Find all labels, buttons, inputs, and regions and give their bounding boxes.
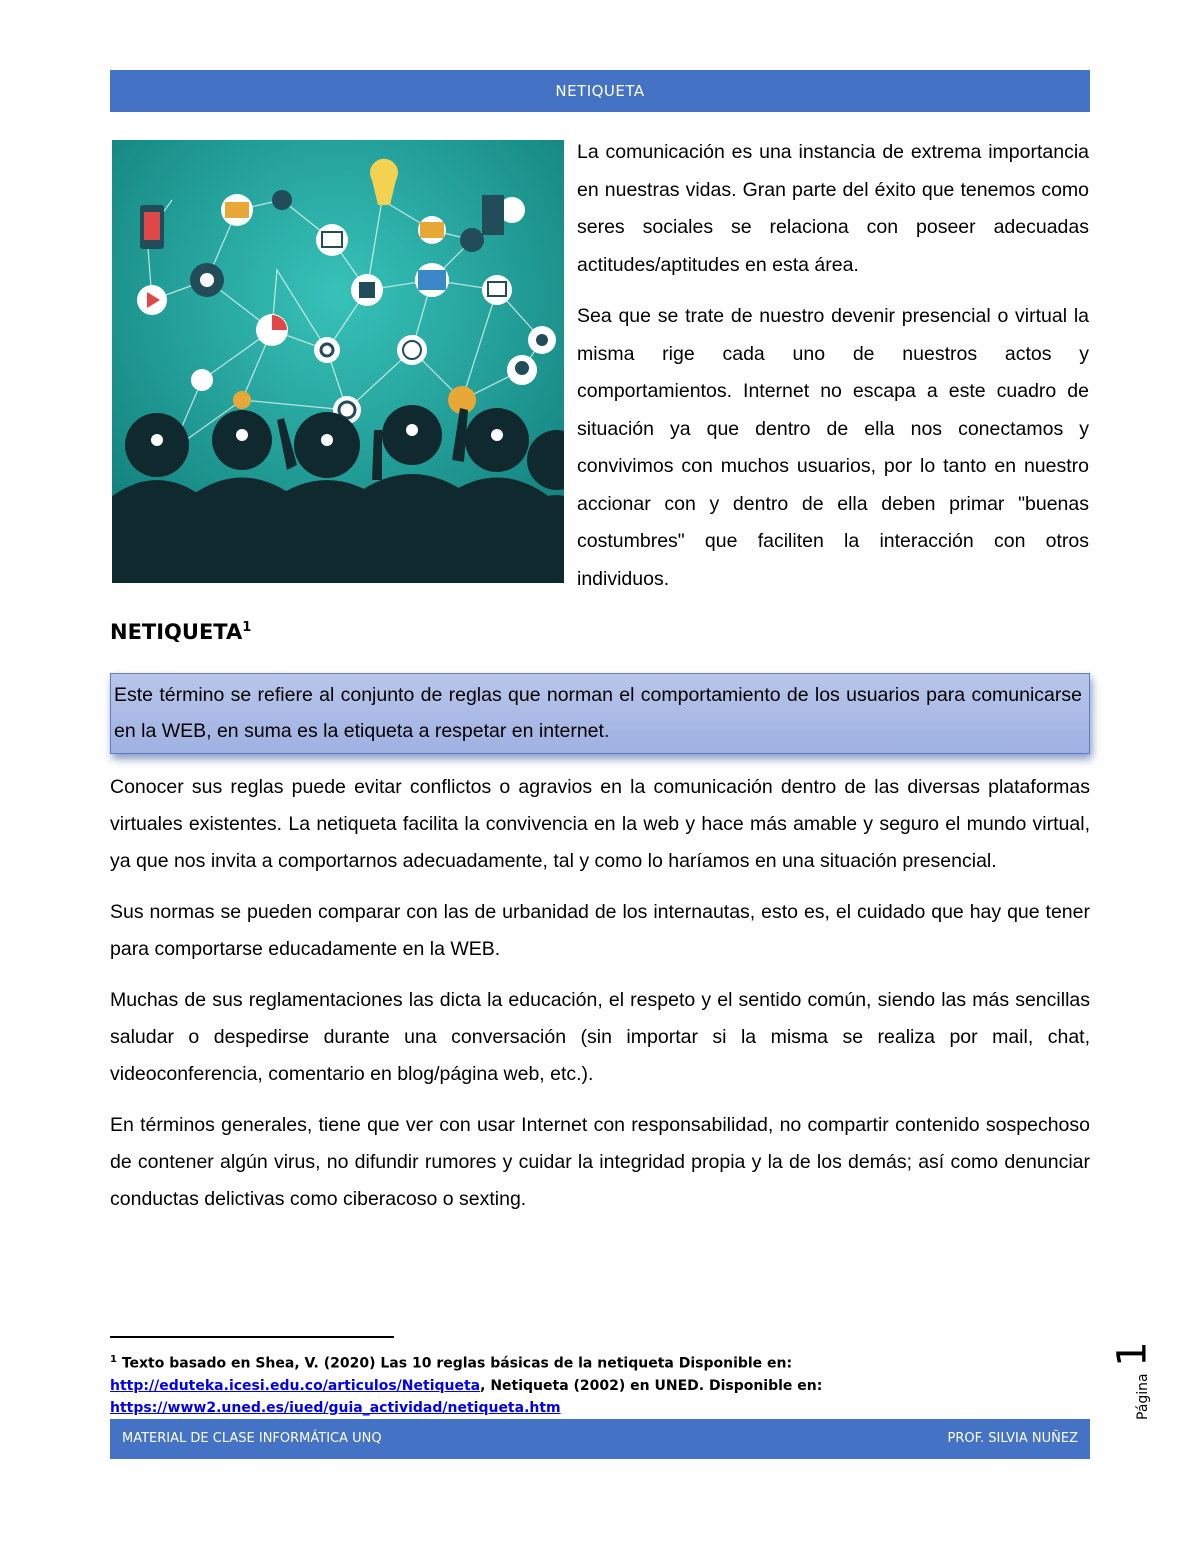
- section-title: NETIQUETA: [110, 620, 243, 644]
- body-paragraph: Conocer sus reglas puede evitar conflictos o agravios en la comunicación dentro de las diversas plataformas virtuales existentes. La netiqueta facilita la convivencia en la web y hace más amable y seguro el mundo virtual, ya que nos invita a comportarnos adecuadamente, tal y como lo haríamos en una situación presencial.: [110, 776, 1090, 872]
- body-text: [110, 769, 1090, 1232]
- definition-box: [110, 673, 1090, 754]
- footer-right-text: PROF. SILVIA NUÑEZ: [947, 1431, 1078, 1446]
- intro-text: [577, 134, 1089, 612]
- footnote-text-middle: , Netiqueta (2002) en UNED. Disponible en:: [480, 1377, 823, 1394]
- page-label: Página: [1135, 1373, 1151, 1420]
- footer-left-text: MATERIAL DE CLASE INFORMÁTICA UNQ: [122, 1431, 382, 1446]
- intro-paragraph: Sea que se trate de nuestro devenir presencial o virtual la misma rige cada uno de nuestros actos y comportamientos. Internet no escapa a este cuadro de situación ya que dentro de ella nos conectamos y convivimos con muchos usuarios, por lo tanto en nuestro accionar con y dentro de ella deben primar "buenas costumbres" que faciliten la interacción con otros individuos.: [577, 305, 1089, 590]
- body-paragraph: En términos generales, tiene que ver con usar Internet con responsabilidad, no compartir contenido sospechoso de contener algún virus, no difundir rumores y cuidar la integridad propia y la de los demás; así como denunciar conductas delictivas como ciberacoso o sexting.: [110, 1114, 1090, 1210]
- body-paragraph: Sus normas se pueden comparar con las de urbanidad de los internautas, esto es, el cuidado que hay que tener para comportarse educadamente en la WEB.: [110, 901, 1090, 960]
- page-number: 1: [1109, 1341, 1156, 1367]
- footnote: [110, 1349, 870, 1419]
- section-heading: [110, 620, 251, 644]
- header-title: NETIQUETA: [555, 82, 645, 100]
- footnote-reference[interactable]: 1: [242, 620, 252, 635]
- body-paragraph: Muchas de sus reglamentaciones las dicta la educación, el respeto y el sentido común, siendo las más sencillas saludar o despedirse durante una conversación (sin importar si la misma se realiza por mail, chat, videoconferencia, comentario en blog/página web, etc.).: [110, 989, 1090, 1085]
- footnote-text-before: Texto basado en Shea, V. (2020) Las 10 reglas básicas de la netiqueta Disponible en:: [116, 1355, 793, 1372]
- definition-text: Este término se refiere al conjunto de reglas que norman el comportamiento de los usuarios para comunicarse en la WEB, en suma es la etiqueta a respetar en internet.: [114, 684, 1082, 742]
- footnote-separator: [110, 1336, 394, 1338]
- header-bar: [110, 70, 1090, 112]
- intro-paragraph: La comunicación es una instancia de extrema importancia en nuestras vidas. Gran parte del éxito que tenemos como seres sociales se relaciona con poseer adecuadas actitudes/aptitudes en esta área.: [577, 141, 1089, 276]
- footer-bar: [110, 1419, 1090, 1459]
- people-network-illustration: [112, 140, 564, 583]
- footnote-link-uned[interactable]: https://www2.uned.es/iued/guia_actividad/netiqueta.htm: [110, 1399, 561, 1416]
- footnote-mark: 1: [110, 1354, 117, 1365]
- footnote-link-eduteka[interactable]: http://eduteka.icesi.edu.co/articulos/Netiqueta: [110, 1377, 481, 1394]
